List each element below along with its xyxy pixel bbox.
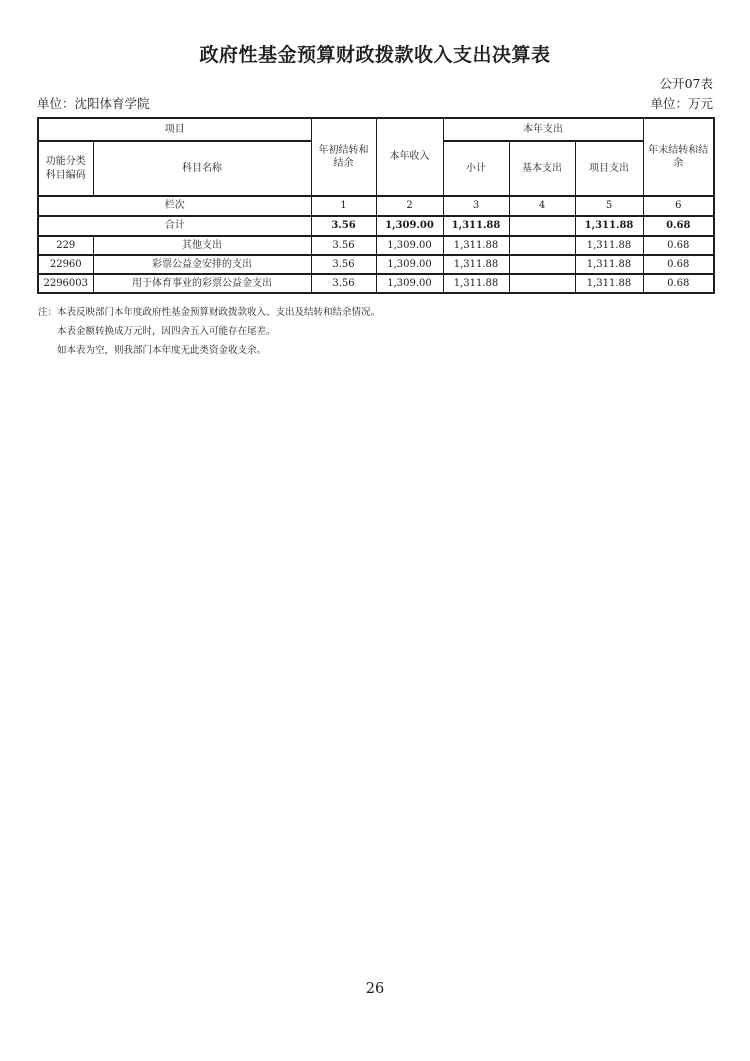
- header-project-expense: 项目支出: [575, 141, 643, 196]
- row-subtotal: 1,311.88: [443, 274, 509, 293]
- row-begin-balance: 3.56: [311, 236, 376, 255]
- col-index-2: 2: [376, 196, 443, 216]
- header-row-1: [38, 118, 714, 141]
- row-year-income: 1,309.00: [376, 236, 443, 255]
- row-project-expense: 1,311.88: [575, 274, 643, 293]
- row-subtotal: 1,311.88: [443, 236, 509, 255]
- row-basic-expense: [509, 255, 575, 274]
- row-code: 2296003: [38, 274, 93, 293]
- page-title: 政府性基金预算财政拨款收入支出决算表: [199, 44, 551, 66]
- footnotes: [38, 303, 713, 360]
- header-basic-expense: 基本支出: [509, 141, 575, 196]
- row-project-expense: 1,311.88: [575, 236, 643, 255]
- total-year-income: 1,309.00: [376, 216, 443, 236]
- header-project: 项目: [38, 118, 311, 141]
- table-code-label: 公开07表: [659, 76, 713, 91]
- row-begin-balance: 3.56: [311, 255, 376, 274]
- row-year-income: 1,309.00: [376, 255, 443, 274]
- row-end-balance: 0.68: [643, 236, 714, 255]
- col-index-5: 5: [575, 196, 643, 216]
- table-row: [38, 255, 714, 274]
- table-row: [38, 274, 714, 293]
- header-year-expense: 本年支出: [443, 118, 643, 141]
- row-begin-balance: 3.56: [311, 274, 376, 293]
- row-end-balance: 0.68: [643, 255, 714, 274]
- header-subject: 科目名称: [93, 141, 311, 196]
- unit-name-label: 单位：沈阳体育学院: [37, 96, 150, 111]
- col-index-3: 3: [443, 196, 509, 216]
- header-year-income: 本年收入: [376, 118, 443, 196]
- row-basic-expense: [509, 236, 575, 255]
- header-begin-balance: 年初结转和结余: [311, 118, 376, 196]
- row-subject: 用于体育事业的彩票公益金支出: [93, 274, 311, 293]
- footnote-line-3: 如本表为空，则我部门本年度无此类资金收支余。: [57, 345, 267, 356]
- footnote-line-2: 本表金额转换成万元时，因四舍五入可能存在尾差。: [57, 326, 276, 337]
- header-end-balance: 年末结转和结余: [643, 118, 714, 196]
- total-project-expense: 1,311.88: [575, 216, 643, 236]
- table-row: [38, 236, 714, 255]
- page-number: 26: [365, 981, 385, 997]
- total-label: 合计: [38, 216, 311, 236]
- unit-row: [37, 94, 713, 112]
- header-subtotal: 小计: [443, 141, 509, 196]
- total-row: [38, 216, 714, 236]
- row-year-income: 1,309.00: [376, 274, 443, 293]
- row-project-expense: 1,311.88: [575, 255, 643, 274]
- col-index-4: 4: [509, 196, 575, 216]
- row-end-balance: 0.68: [643, 274, 714, 293]
- unit-measure-label: 单位：万元: [650, 96, 713, 111]
- total-end-balance: 0.68: [643, 216, 714, 236]
- col-index-6: 6: [643, 196, 714, 216]
- total-begin-balance: 3.56: [311, 216, 376, 236]
- header-code: 功能分类科目编码: [38, 141, 93, 196]
- row-code: 22960: [38, 255, 93, 274]
- column-row-label: 栏次: [38, 196, 311, 216]
- total-subtotal: 1,311.88: [443, 216, 509, 236]
- col-index-1: 1: [311, 196, 376, 216]
- row-subtotal: 1,311.88: [443, 255, 509, 274]
- total-basic-expense: [509, 216, 575, 236]
- row-subject: 彩票公益金安排的支出: [93, 255, 311, 274]
- fund-budget-table: [37, 117, 715, 294]
- footnote-line-1: 注：本表反映部门本年度政府性基金预算财政拨款收入、支出及结转和结余情况。: [38, 307, 381, 318]
- row-subject: 其他支出: [93, 236, 311, 255]
- row-basic-expense: [509, 274, 575, 293]
- row-code: 229: [38, 236, 93, 255]
- column-index-row: [38, 196, 714, 216]
